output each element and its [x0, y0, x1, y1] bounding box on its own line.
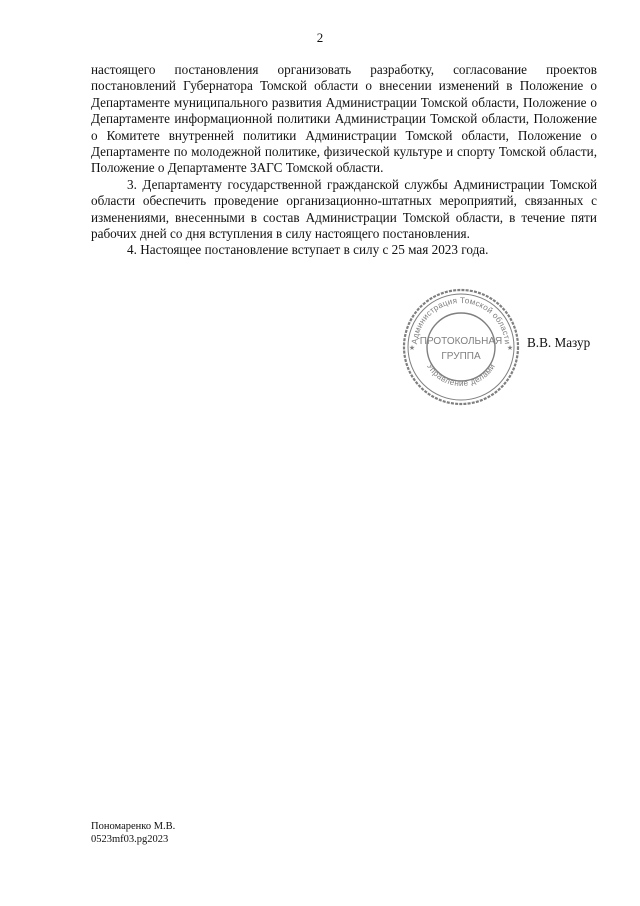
stamp-center-line2: ГРУППА: [441, 351, 481, 362]
page-number: 2: [316, 30, 324, 45]
stamp-outer-text-bottom: Управление делами: [425, 361, 497, 389]
stamp-star-left-icon: ★: [408, 344, 416, 352]
paragraph-continuation: настоящего постановления организовать разработку, согласование проектов постановлений Губернатора Томской области о внесении изменений в Положение о Департаменте муниципального развития Администрации Томской области, Положение о Департаменте информационной политики Администрации Томской области, Положение о Комитете внутренней политики Администрации Томской области, Положение о Департаменте по молодежной политике, физической культуре и спорту Томской области, Положение о Департаменте ЗАГС Томской области.: [91, 62, 597, 176]
stamp-outer-text-top: Администрация Томской области: [410, 295, 512, 345]
stamp-star-right-icon: ★: [506, 344, 514, 352]
svg-text:Управление делами: [425, 362, 497, 388]
document-body: [91, 62, 597, 259]
paragraph-item-3: 3. Департаменту государственной гражданской службы Администрации Томской области обеспечить проведение организационно-штатных мероприятий, связанных с изменениями, внесенными в состав Администрации Томской области, в течение пяти рабочих дней со дня вступления в силу настоящего постановления.: [91, 176, 597, 242]
stamp-center-line1: ПРОТОКОЛЬНАЯ: [419, 336, 503, 347]
signature-name: В.В. Мазур: [527, 335, 591, 350]
footer-code: 0523mf03.pg2023: [91, 834, 169, 845]
paragraph-item-4: 4. Настоящее постановление вступает в силу с 25 мая 2023 года.: [127, 242, 489, 258]
footer: [91, 820, 175, 846]
official-stamp: [400, 286, 522, 408]
footer-author: Пономаренко М.В.: [91, 821, 176, 832]
